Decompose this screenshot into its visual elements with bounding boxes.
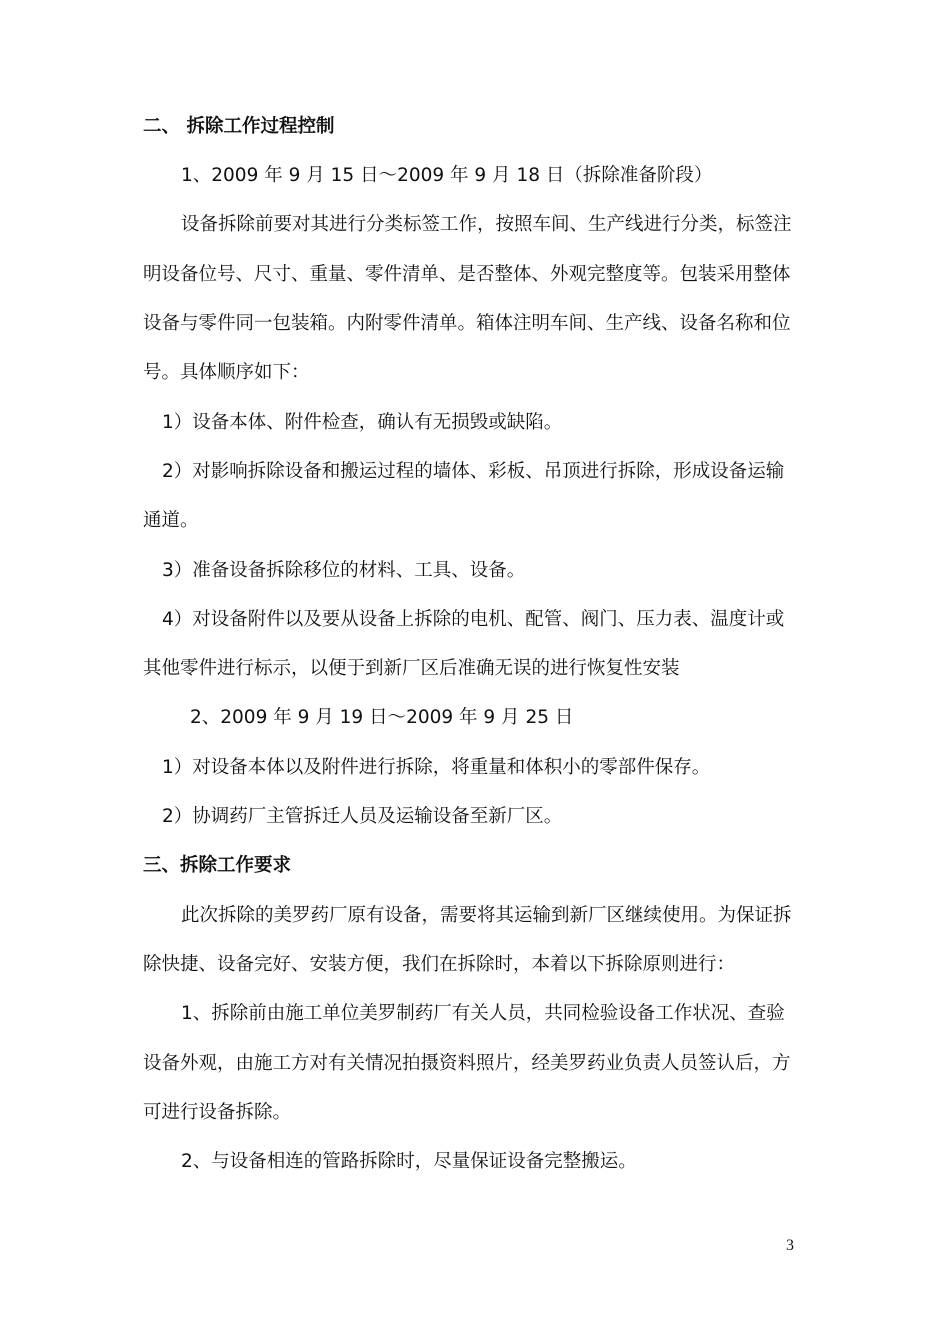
paragraph-line: 1、拆除前由施工单位美罗制药厂有关人员，共同检验设备工作状况、查验 xyxy=(181,1003,785,1024)
list-item: 2）对影响拆除设备和搬运过程的墙体、彩板、吊顶进行拆除，形成设备运输 xyxy=(162,461,785,482)
paragraph-line: 2、与设备相连的管路拆除时，尽量保证设备完整搬运。 xyxy=(181,1151,637,1172)
list-item: 3）准备设备拆除移位的材料、工具、设备。 xyxy=(162,560,526,581)
page-number: 3 xyxy=(786,1237,794,1254)
list-item: 1）设备本体、附件检查，确认有无损毁或缺陷。 xyxy=(162,412,563,433)
subsection-heading-2: 2、2009 年 9 月 19 日～2009 年 9 月 25 日 xyxy=(190,707,574,728)
paragraph-line: 设备外观，由施工方对有关情况拍摄资料照片，经美罗药业负责人员签认后，方 xyxy=(143,1053,791,1074)
paragraph-line: 此次拆除的美罗药厂原有设备，需要将其运输到新厂区继续使用。为保证拆 xyxy=(181,905,792,926)
list-item-continuation: 通道。 xyxy=(143,510,199,531)
paragraph-line: 号。具体顺序如下： xyxy=(143,362,310,383)
paragraph-line: 设备拆除前要对其进行分类标签工作，按照车间、生产线进行分类，标签注 xyxy=(181,214,792,235)
paragraph-line: 设备与零件同一包装箱。内附零件清单。箱体注明车间、生产线、设备名称和位 xyxy=(143,313,791,334)
paragraph-line: 明设备位号、尺寸、重量、零件清单、是否整体、外观完整度等。包装采用整体 xyxy=(143,264,791,285)
section-heading-3: 三、拆除工作要求 xyxy=(143,855,292,876)
list-item: 4）对设备附件以及要从设备上拆除的电机、配管、阀门、压力表、温度计或 xyxy=(162,609,785,630)
list-item-continuation: 其他零件进行标示，以便于到新厂区后准确无误的进行恢复性安装 xyxy=(143,658,680,679)
subsection-heading-1: 1、2009 年 9 月 15 日～2009 年 9 月 18 日（拆除准备阶段） xyxy=(181,165,713,186)
section-heading-2: 二、 拆除工作过程控制 xyxy=(143,116,335,137)
paragraph-line: 除快捷、设备完好、安装方便，我们在拆除时，本着以下拆除原则进行： xyxy=(143,954,736,975)
list-item: 2）协调药厂主管拆迁人员及运输设备至新厂区。 xyxy=(162,806,563,827)
list-item: 1）对设备本体以及附件进行拆除，将重量和体积小的零部件保存。 xyxy=(162,757,711,778)
paragraph-line: 可进行设备拆除。 xyxy=(143,1102,292,1123)
